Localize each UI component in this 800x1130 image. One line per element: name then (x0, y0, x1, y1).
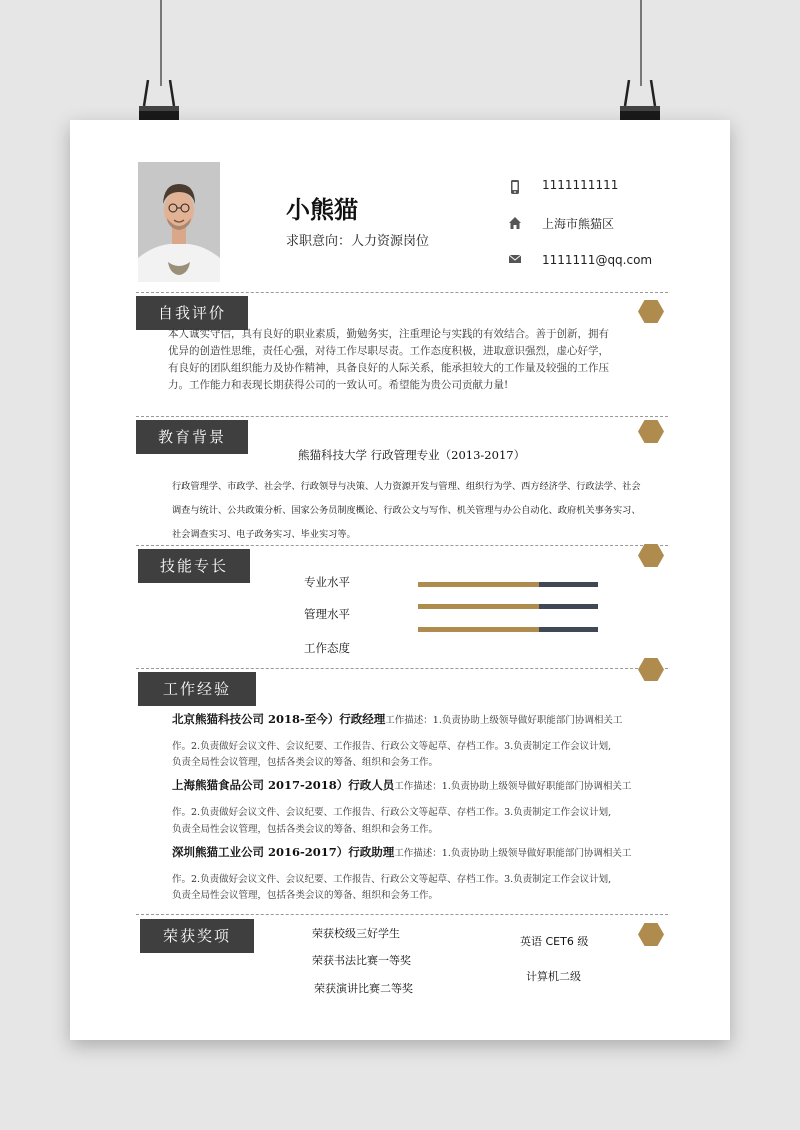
self-eval-line: 本人诚实守信，具有良好的职业素质，勤勉务实，注重理论与实践的有效结合。善于创新，拥有 (168, 328, 609, 340)
award-item: 计算机二级 (526, 970, 581, 983)
skill-label: 专业水平 (304, 575, 350, 589)
skill-bar-fill (418, 627, 539, 632)
section-title-skills: 技能专长 (138, 549, 250, 583)
job-description-line: 负责全局性会议管理，包括各类会议的筹备、组织和会务工作。 (172, 890, 439, 901)
self-eval-text (168, 326, 668, 394)
job-intent: 求职意向：人力资源岗位 (286, 234, 430, 249)
education-courses (172, 475, 666, 547)
award-item: 英语 CET6 级 (520, 935, 589, 948)
hanging-wire-right (640, 0, 642, 86)
hexagon-icon (638, 923, 664, 946)
hexagon-icon (638, 544, 664, 567)
resume-paper (70, 120, 730, 1040)
section-title-education: 教育背景 (136, 420, 248, 454)
phone-icon (508, 180, 522, 194)
contact-address: 上海市熊猫区 (542, 217, 615, 231)
contact-phone: 1111111111 (542, 178, 619, 192)
skill-label: 管理水平 (304, 607, 350, 621)
job-title (172, 844, 631, 860)
skill-bar (418, 604, 598, 609)
self-eval-line: 力。工作能力和表现长期获得公司的一致认可。希望能为贵公司贡献力量! (168, 379, 509, 391)
course-line: 调查与统计、公共政策分析、国家公务员制度概论、行政公文与写作、机关管理与办公自动化、政府机关事务实习、 (172, 505, 641, 516)
section-divider (136, 416, 668, 417)
skill-label: 工作态度 (304, 641, 350, 655)
job-description: 工作描述：1.负责协助上级领导做好职能部门协调相关工 (385, 715, 623, 726)
job-description: 工作描述：1.负责协助上级领导做好职能部门协调相关工 (394, 848, 632, 859)
self-eval-line: 优异的创造性思维，责任心强，对待工作尽职尽责。工作态度积极，进取意识强烈，虚心好学， (168, 345, 609, 357)
job-description-line: 负责全局性会议管理，包括各类会议的筹备、组织和会务工作。 (172, 757, 439, 768)
job-company-role: 上海熊猫食品公司 2017-2018）行政人员 (172, 778, 395, 792)
job-title (172, 711, 622, 727)
contact-email: 1111111@qq.com (542, 253, 653, 267)
profile-photo (138, 162, 220, 282)
skill-bar-fill (418, 604, 539, 609)
job-description-line: 负责全局性会议管理，包括各类会议的筹备、组织和会务工作。 (172, 824, 439, 835)
job-company-role: 深圳熊猫工业公司 2016-2017）行政助理 (172, 845, 395, 859)
award-item: 荣获演讲比赛二等奖 (314, 982, 413, 995)
hexagon-icon (638, 300, 664, 323)
hexagon-icon (638, 658, 664, 681)
skill-bar-fill (418, 582, 539, 587)
self-eval-line: 有良好的团队组织能力及协作精神，具备良好的人际关系，能承担较大的工作量及较强的工作压 (168, 362, 609, 374)
job-description-line: 作。2.负责做好会议文件、会议纪要、工作报告、行政公文等起草、存档工作。3.负责制定工作会议计划, (172, 741, 612, 752)
section-title-experience: 工作经验 (138, 672, 256, 706)
job-description: 工作描述：1.负责协助上级领导做好职能部门协调相关工 (394, 781, 632, 792)
section-divider (136, 668, 668, 669)
skill-bar (418, 627, 598, 632)
section-divider (136, 545, 668, 546)
job-description-line: 作。2.负责做好会议文件、会议纪要、工作报告、行政公文等起草、存档工作。3.负责制定工作会议计划, (172, 874, 612, 885)
award-item: 荣获校级三好学生 (312, 927, 400, 940)
hanging-wire-left (160, 0, 162, 86)
section-title-self-eval: 自我评价 (136, 296, 248, 330)
section-divider (136, 292, 668, 293)
section-divider (136, 914, 668, 915)
award-item: 荣获书法比赛一等奖 (312, 954, 411, 967)
email-icon (508, 252, 522, 266)
section-title-awards: 荣获奖项 (140, 919, 254, 953)
hexagon-icon (638, 420, 664, 443)
job-company-role: 北京熊猫科技公司 2018-至今）行政经理 (172, 712, 386, 726)
job-title (172, 777, 631, 793)
skill-bar (418, 582, 598, 587)
course-line: 社会调查实习、电子政务实习、毕业实习等。 (172, 529, 356, 540)
education-school: 熊猫科技大学 行政管理专业（2013-2017） (298, 448, 526, 462)
course-line: 行政管理学、市政学、社会学、行政领导与决策、人力资源开发与管理、组织行为学、西方经济学、行政法学、社会 (172, 481, 641, 492)
candidate-name: 小熊猫 (286, 196, 358, 224)
job-description-line: 作。2.负责做好会议文件、会议纪要、工作报告、行政公文等起草、存档工作。3.负责制定工作会议计划, (172, 807, 612, 818)
home-icon (508, 216, 522, 230)
